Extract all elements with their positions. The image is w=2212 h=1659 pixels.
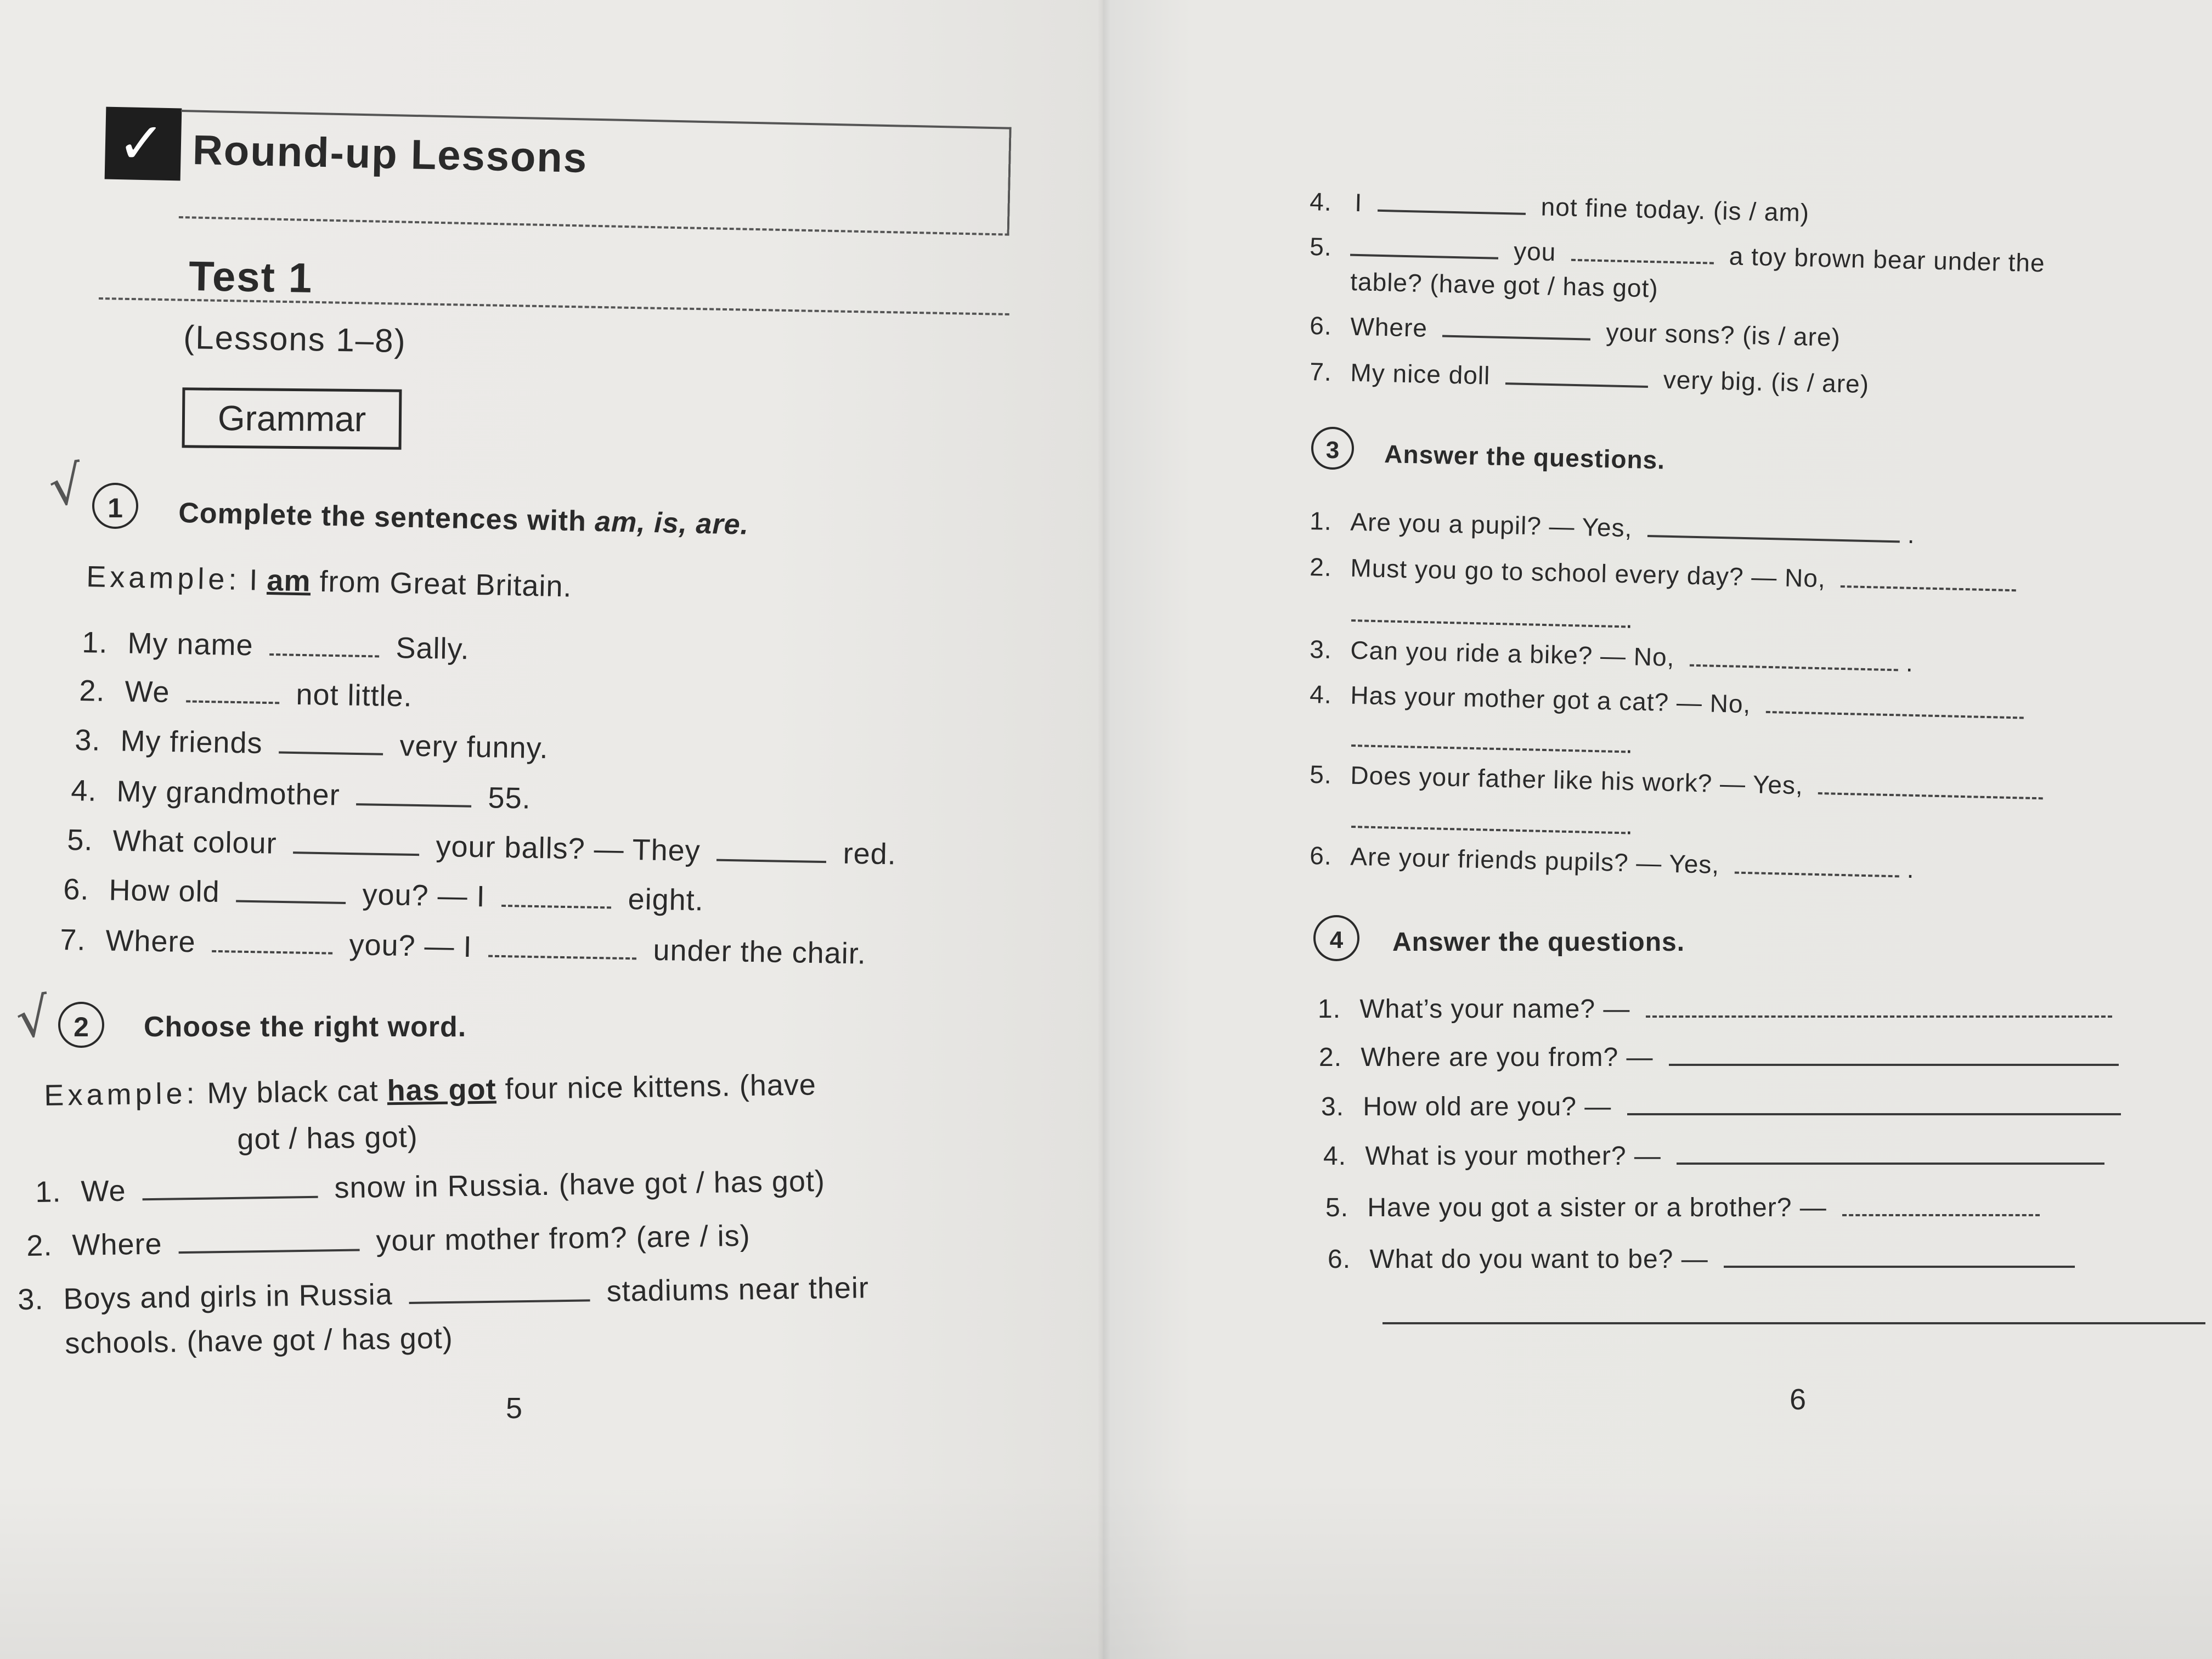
answer-blank[interactable]: [1842, 1214, 2040, 1216]
ex3-item-4: 4. Has your mother got a cat? — No,: [1310, 679, 2032, 725]
ex3-item-6: 6. Are your friends pupils? — Yes, .: [1309, 840, 1915, 883]
answer-blank[interactable]: [1351, 825, 1626, 834]
test-title: Test 1: [188, 252, 313, 302]
ex2-item-5-cont: table? (have got / has got): [1350, 267, 1659, 303]
paper-shadow: [0, 1481, 2212, 1659]
ex2-item-2: 2. Where your mother from? (are / is): [26, 1219, 751, 1262]
exercise-1-instruction: Complete the sentences with am, is, are.: [178, 496, 749, 541]
exercise-2-instruction: Choose the right word.: [144, 1011, 467, 1043]
exercise-3-number: 3: [1311, 427, 1354, 470]
answer-blank[interactable]: [1724, 1265, 2075, 1268]
exercise-4-instruction: Answer the questions.: [1392, 928, 1685, 957]
ex1-item-2: 2. We not little.: [78, 674, 413, 713]
ex4-item-2: 2. Where are you from? —: [1319, 1042, 2126, 1073]
ex2-item-5: 5. you a toy brown bear under the: [1309, 232, 2046, 278]
ex3-item-1: 1. Are you a pupil? — Yes, .: [1309, 506, 1916, 549]
pencil-check-mark-icon: √: [12, 985, 54, 1051]
answer-blank[interactable]: [1841, 585, 2016, 591]
exercise-4-number: 4: [1313, 915, 1359, 961]
exercise-3-instruction: Answer the questions.: [1384, 439, 1666, 475]
ex2-item-7: 7. My nice doll very big. (is / are): [1309, 357, 1870, 399]
answer-blank[interactable]: [1351, 619, 1626, 628]
ex3-item-5-cont: .: [1351, 804, 1634, 840]
page-number-left: 5: [506, 1392, 523, 1425]
ex4-item-6: 6. What do you want to be? —: [1328, 1244, 2083, 1274]
left-page: [0, 0, 1103, 1659]
answer-blank[interactable]: [1350, 253, 1498, 259]
ex3-item-4-cont: .: [1351, 723, 1634, 759]
answer-blank[interactable]: [1383, 1322, 2205, 1324]
answer-blank[interactable]: [1627, 1113, 2121, 1115]
ex1-item-6: 6. How old you? — I eight.: [63, 872, 704, 917]
ex3-item-3: 3. Can you ride a bike? — No, .: [1309, 634, 1914, 677]
answer-blank[interactable]: [279, 751, 383, 755]
test-lessons: (Lessons 1–8): [183, 318, 407, 360]
header-check-box: [105, 107, 182, 181]
answer-blank[interactable]: [1646, 1015, 2112, 1018]
answer-blank[interactable]: [1378, 209, 1526, 215]
exercise-2-example: Example: My black cat has got four nice kittens. (have: [44, 1068, 817, 1112]
ex2-item-3: 3. Boys and girls in Russia stadiums near their: [18, 1271, 870, 1316]
book-spine-fold: [1097, 0, 1110, 1659]
answer-blank[interactable]: [1351, 744, 1626, 753]
ex1-item-1: 1. My name Sally.: [81, 625, 470, 666]
section-grammar-box: [182, 387, 402, 449]
exercise-1-number: 1: [92, 483, 138, 529]
ex2-item-3-cont: schools. (have got / has got): [65, 1322, 454, 1360]
page-header-title: Round-up Lessons: [192, 126, 589, 182]
answer-blank[interactable]: [1818, 792, 2043, 799]
answer-blank[interactable]: [143, 1195, 318, 1200]
page-number-right: 6: [1790, 1383, 1807, 1416]
answer-blank[interactable]: [1735, 871, 1899, 878]
answer-blank[interactable]: [1690, 664, 1898, 672]
ex2-item-6: 6. Where your sons? (is / are): [1309, 311, 1841, 352]
ex2-item-1: 1. We snow in Russia. (have got / has got): [35, 1164, 826, 1209]
answer-blank[interactable]: [186, 699, 279, 704]
answer-blank[interactable]: [212, 950, 332, 955]
ex1-item-7: 7. Where you? — I under the chair.: [59, 923, 867, 970]
ex4-item-3: 3. How old are you? —: [1321, 1092, 2129, 1122]
ex2-item-4: 4. I not fine today. (is / am): [1309, 187, 1810, 227]
answer-blank[interactable]: [409, 1299, 590, 1304]
pencil-check-mark-icon: √: [45, 453, 87, 519]
ex4-item-1: 1. What’s your name? —: [1318, 994, 2120, 1024]
ex1-item-5: 5. What colour your balls? — They red.: [66, 823, 897, 871]
ex3-item-2: 2. Must you go to school every day? — No,: [1310, 552, 2024, 598]
answer-blank[interactable]: [236, 899, 346, 904]
answer-blank[interactable]: [1505, 382, 1648, 388]
ex4-item-5: 5. Have you got a sister or a brother? —: [1325, 1193, 2047, 1223]
answer-blank[interactable]: [1669, 1063, 2119, 1066]
right-page: [1103, 0, 2212, 1659]
ex3-item-2-cont: .: [1351, 598, 1634, 634]
exercise-2-example-cont: got / has got): [237, 1120, 419, 1156]
exercise-2-number: 2: [58, 1002, 104, 1048]
answer-blank[interactable]: [269, 653, 379, 657]
exercise-1-example: Example: I am from Great Britain.: [86, 560, 573, 603]
answer-blank[interactable]: [293, 851, 419, 856]
ex3-item-5: 5. Does your father like his work? — Yes,: [1310, 759, 2051, 806]
ex1-item-4: 4. My grandmother 55.: [70, 774, 532, 815]
answer-blank[interactable]: [1442, 334, 1590, 340]
answer-blank[interactable]: [716, 859, 826, 863]
ex1-item-3: 3. My friends very funny.: [74, 723, 549, 765]
answer-blank[interactable]: [356, 803, 471, 808]
answer-blank[interactable]: [179, 1249, 360, 1254]
answer-blank[interactable]: [1647, 534, 1900, 543]
answer-blank[interactable]: [501, 904, 611, 909]
answer-blank[interactable]: [1677, 1162, 2104, 1165]
answer-blank[interactable]: [488, 955, 636, 960]
answer-blank[interactable]: [1766, 710, 2024, 719]
section-grammar-label: Grammar: [217, 398, 366, 439]
ex4-item-4: 4. What is your mother? —: [1323, 1141, 2112, 1171]
check-icon: ✓: [116, 109, 166, 177]
test-title-underline: [99, 297, 1009, 315]
answer-blank[interactable]: [1571, 258, 1714, 264]
